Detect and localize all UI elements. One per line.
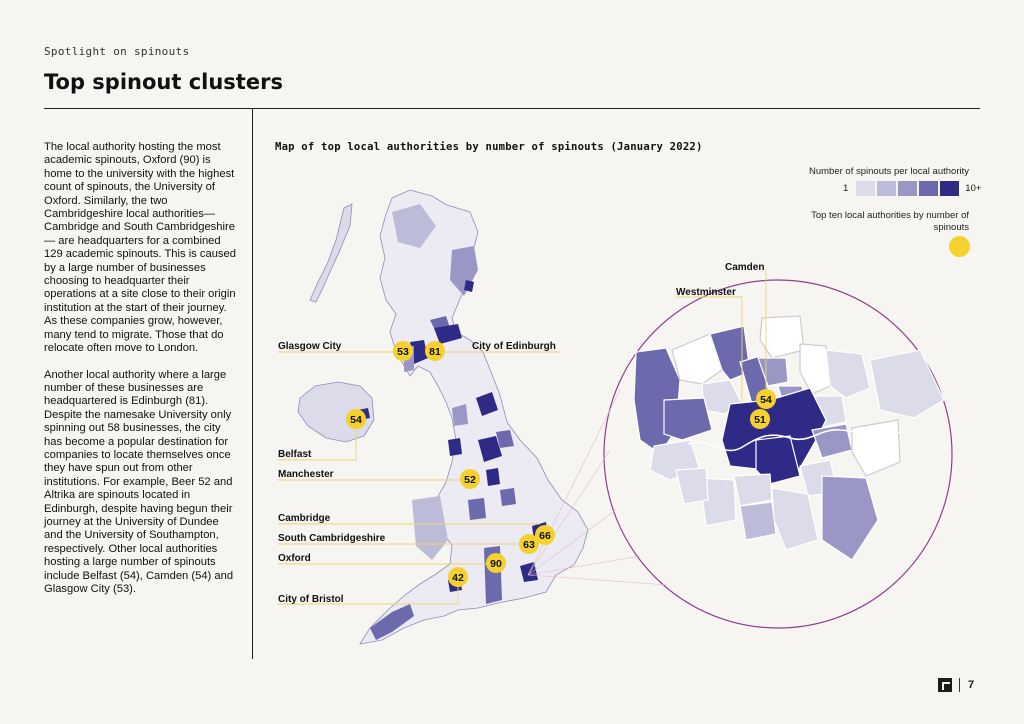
borough-greenwich <box>812 424 852 458</box>
legend-scale-title: Number of spinouts per local authority <box>809 166 969 177</box>
borough-waltham <box>800 344 830 394</box>
borough-ealing <box>664 398 712 440</box>
count-bristol: 42 <box>452 572 464 584</box>
borough-merton <box>734 474 772 506</box>
borough-croydon <box>772 488 818 550</box>
legend-max-label: 10+ <box>965 183 982 194</box>
label-belfast: Belfast <box>278 449 312 460</box>
paragraph-2: Another local authority where a large number of these businesses are headquartered is Edinburgh (81). Despite the namesake University only spinning out 58 businesses, the city has become a popular destination for companies to locate themselves once they have spun out from other institutions. For example, Beer 52 and Altrika are spinouts located in Edinburgh, despite having begun their journey at the University of Dundee and the University of Southampton, respectively. Other local authorities hosting a large number of spinouts include Belfast (54), Camden (54) and Glasgow City (53). <box>44 368 234 595</box>
patch-liverpool <box>448 438 462 456</box>
paragraph-1: The local authority hosting the most academic spinouts, Oxford (90) is home to the university with the highest count of spinouts, the University of Oxford. Similarly, the two Cambridgeshire local authorities—Cambridge and South Cambridgeshire— are headquarters for a combined 129 academic spinouts. This is caused by a large number of businesses choosing to headquarter their operations at a site close to their origin institution at the start of their journey. As these companies grow, however, many tend to migrate. Those that do relocate often move to London. <box>44 141 236 355</box>
count-westminster: 51 <box>754 414 766 426</box>
label-manchester: Manchester <box>278 469 334 480</box>
borough-bexley <box>852 420 900 476</box>
count-cambridge: 66 <box>539 530 551 542</box>
count-camden: 54 <box>760 394 772 406</box>
count-oxford: 90 <box>490 558 502 570</box>
map-title: Map of top local authorities by number of spinouts (January 2022) <box>275 141 703 153</box>
borough-enfield <box>760 316 804 358</box>
borough-bromley <box>822 476 878 560</box>
patch-birmingham <box>468 498 486 520</box>
borough-sutton <box>740 502 776 540</box>
label-city-of-bristol: City of Bristol <box>278 594 344 605</box>
count-glasgow: 53 <box>397 346 409 358</box>
patch-sheffield <box>486 468 500 486</box>
count-south-cambridgeshire: 63 <box>523 539 535 551</box>
label-westminster: Westminster <box>676 287 736 298</box>
label-south-cambridgeshire: South Cambridgeshire <box>278 533 386 544</box>
section-kicker: Spotlight on spinouts <box>44 45 190 58</box>
legend-top-ten-label: Top ten local authorities by number of spinouts <box>811 210 969 233</box>
patch-nottingham <box>500 488 516 506</box>
label-oxford: Oxford <box>278 553 311 564</box>
publisher-logo-icon <box>938 678 952 692</box>
label-cambridge: Cambridge <box>278 513 331 524</box>
label-city-of-edinburgh: City of Edinburgh <box>472 341 556 352</box>
borough-richmond <box>676 468 708 504</box>
count-edinburgh: 81 <box>429 346 441 358</box>
label-camden: Camden <box>725 262 765 273</box>
page-number: 7 <box>968 679 975 691</box>
borough-redbridge <box>826 350 870 398</box>
hebrides-shape <box>310 204 352 302</box>
count-manchester: 52 <box>464 474 476 486</box>
footer-separator <box>959 678 960 692</box>
page-title: Top spinout clusters <box>44 70 283 94</box>
borough-havering <box>870 350 944 418</box>
count-belfast: 54 <box>350 414 362 426</box>
label-glasgow-city: Glasgow City <box>278 341 342 352</box>
legend-min-label: 1 <box>843 183 849 194</box>
